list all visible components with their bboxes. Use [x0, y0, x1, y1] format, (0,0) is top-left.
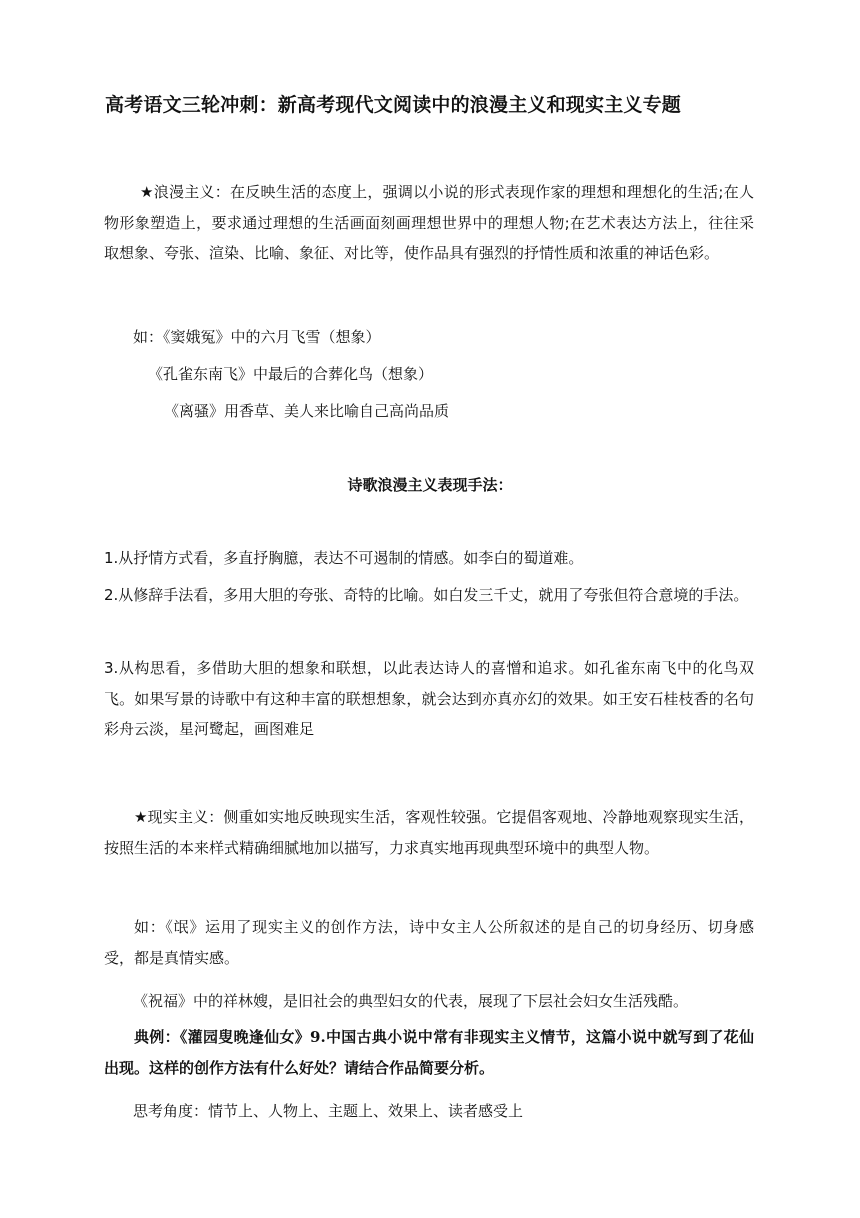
- realism-example-2: 《祝福》中的祥林嫂，是旧社会的典型妇女的代表，展现了下层社会妇女生活残酷。: [133, 992, 689, 1010]
- thinking-angle: 思考角度：情节上、人物上、主题上、效果上、读者感受上: [133, 1102, 524, 1120]
- exercise-label: 典例：: [134, 1028, 180, 1046]
- romanticism-example-2: 《孔雀东南飞》中最后的合葬化鸟（想象）: [148, 365, 434, 383]
- poetry-point-2: 2.从修辞手法看，多用大胆的夸张、奇特的比喻。如白发三千丈，就用了夸张但符合意境的手法。: [104, 586, 749, 604]
- poetry-section-heading: 诗歌浪漫主义表现手法：: [347, 476, 513, 494]
- poetry-point-3: 3.从构思看，多借助大胆的想象和联想，以此表达诗人的喜憎和追求。如孔雀东南飞中的化鸟双飞。如果写景的诗歌中有这种丰富的联想想象，就会达到亦真亦幻的效果。如王安石桂枝香的名句彩舟云淡，星河鹭起，画图难足: [104, 659, 754, 738]
- realism-definition: ★现实主义：侧重如实地反映现实生活，客观性较强。它提倡客观地、冷静地观察现实生活，按照生活的本来样式精确细腻地加以描写，力求真实地再现典型环境中的典型人物。: [104, 808, 754, 857]
- exercise-text: 《灌园叟晚逢仙女》9.中国古典小说中常有非现实主义情节，这篇小说中就写到了花仙出现。这样的创作方法有什么好处？请结合作品简要分析。: [104, 1028, 754, 1077]
- romanticism-example-1: 如：《窦娥冤》中的六月飞雪（想象）: [133, 328, 381, 346]
- romanticism-example-3: 《离骚》用香草、美人来比喻自己高尚品质: [164, 402, 450, 420]
- poetry-point-1: 1.从抒情方式看，多直抒胸臆，表达不可遏制的情感。如李白的蜀道难。: [104, 549, 584, 567]
- romanticism-definition: ★浪漫主义：在反映生活的态度上，强调以小说的形式表现作家的理想和理想化的生活;在人物形象塑造上，要求通过理想的生活画面刻画理想世界中的理想人物;在艺术表达方法上，往往采取想象、夸张、渲染、比喻、象征、对比等，使作品具有强烈的抒情性质和浓重的神话色彩。: [104, 183, 754, 262]
- exercise-paragraph: [104, 1022, 754, 1083]
- realism-example-1: 如：《氓》运用了现实主义的创作方法，诗中女主人公所叙述的是自己的切身经历、切身感受，都是真情实感。: [104, 918, 754, 967]
- document-title: 高考语文三轮冲刺：新高考现代文阅读中的浪漫主义和现实主义专题: [105, 94, 682, 116]
